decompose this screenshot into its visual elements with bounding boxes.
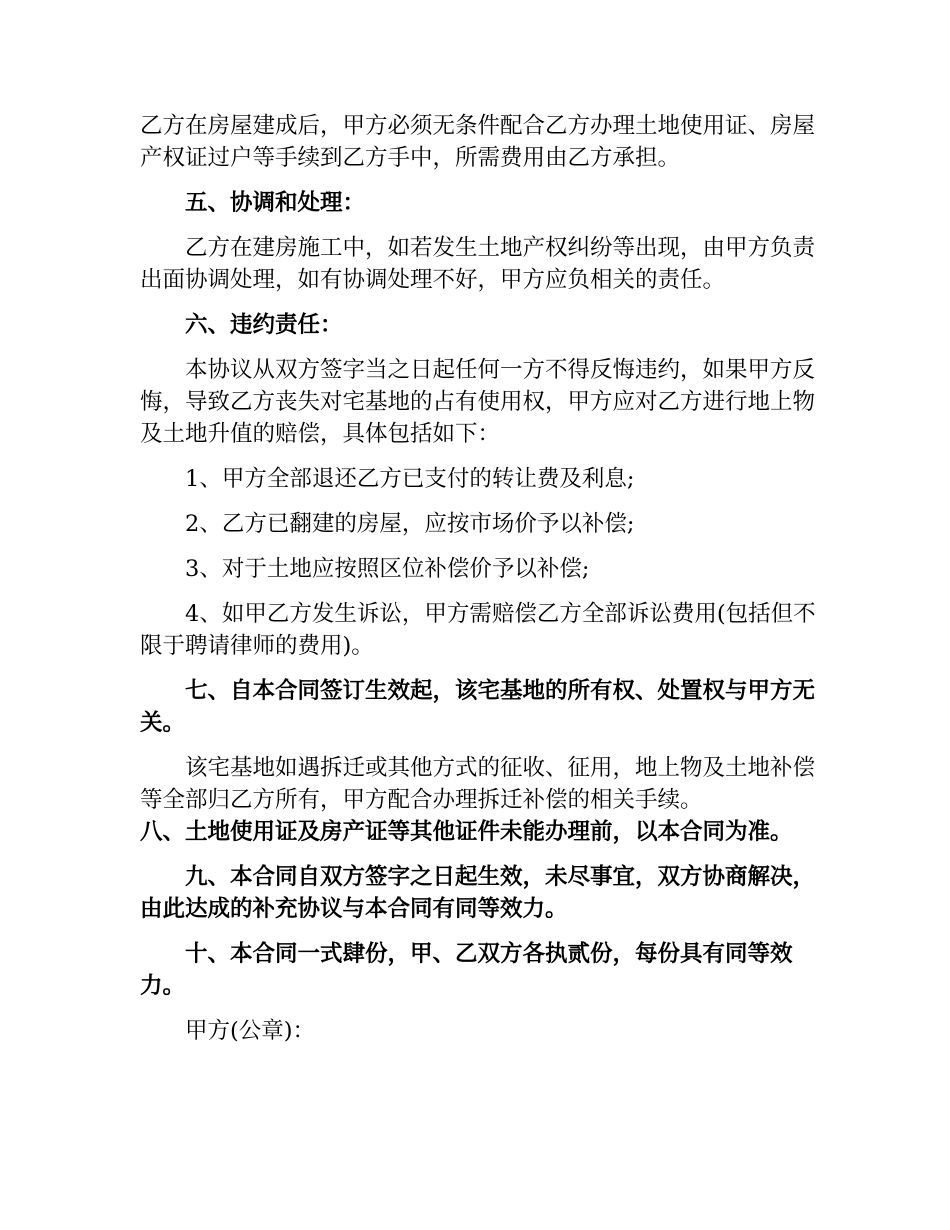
heading-section-8: 八、土地使用证及房产证等其他证件未能办理前，以本合同为准。 [140, 819, 793, 845]
heading-section-9: 九、本合同自双方签字之日起生效，未尽事宜，双方协商解决，由此达成的补充协议与本合同有同等效力。 [140, 864, 816, 922]
paragraph-dispute-handling: 乙方在建房施工中，如若发生土地产权纠纷等出现，由甲方负责出面协调处理，如有协调处理不好，甲方应负相关的责任。 [140, 235, 816, 293]
list-item-4: 4、如甲乙方发生诉讼，甲方需赔偿乙方全部诉讼费用(包括但不限于聘请律师的费用)。 [140, 601, 816, 659]
paragraph-breach-liability: 本协议从双方签字当之日起任何一方不得反悔违约，如果甲方反悔，导致乙方丧失对宅基地的占有使用权，甲方应对乙方进行地上物及土地升值的赔偿，具体包括如下： [140, 357, 816, 447]
paragraph-demolition-compensation: 该宅基地如遇拆迁或其他方式的征收、征用，地上物及土地补偿等全部归乙方所有，甲方配合办理拆迁补偿的相关手续。 [140, 755, 816, 813]
paragraph-transfer-cooperation: 乙方在房屋建成后，甲方必须无条件配合乙方办理土地使用证、房屋产权证过户等手续到乙方手中，所需费用由乙方承担。 [140, 113, 816, 171]
list-item-2: 2、乙方已翻建的房屋，应按市场价予以补偿; [185, 511, 635, 537]
heading-section-7: 七、自本合同签订生效起，该宅基地的所有权、处置权与甲方无关。 [140, 678, 816, 736]
heading-section-5: 五、协调和处理： [185, 190, 366, 216]
list-item-3: 3、对于土地应按照区位补偿价予以补偿; [185, 556, 590, 582]
list-item-1: 1、甲方全部退还乙方已支付的转让费及利息; [185, 466, 635, 492]
signature-party-a-seal: 甲方(公章)： [185, 1018, 316, 1044]
document-page [140, 110, 820, 1060]
heading-section-10: 十、本合同一式肆份，甲、乙双方各执贰份，每份具有同等效力。 [140, 941, 793, 999]
heading-section-6: 六、违约责任： [185, 312, 343, 338]
